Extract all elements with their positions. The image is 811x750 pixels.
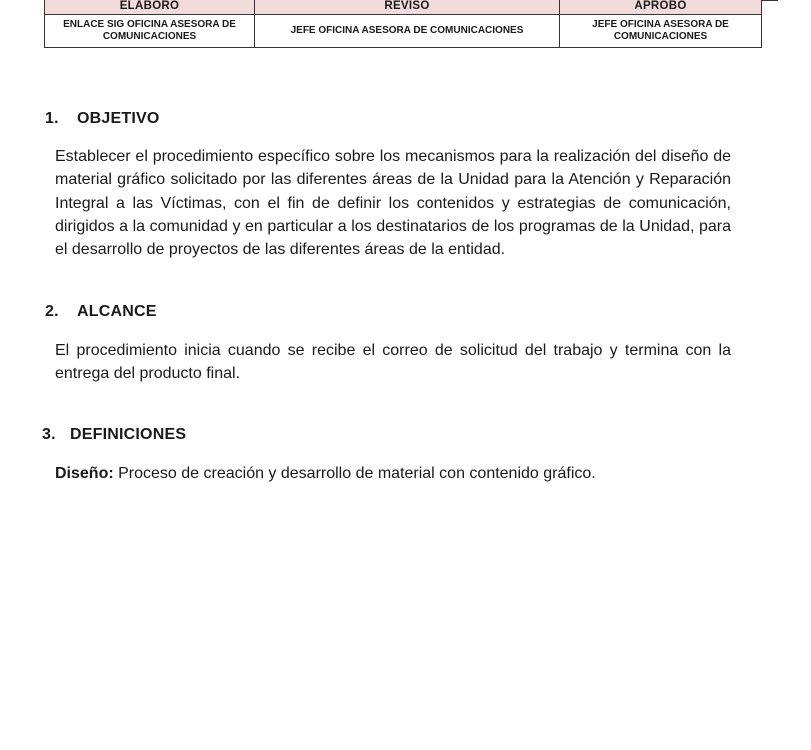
cell-elaboro: ENLACE SIG OFICINA ASESORA DE COMUNICACIONES xyxy=(45,15,255,48)
section-number: 1. xyxy=(45,110,59,127)
section-heading-definiciones xyxy=(42,426,186,444)
header-reviso: REVISÓ xyxy=(255,0,560,15)
section-body-alcance: El procedimiento inicia cuando se recibe el correo de solicitud del trabajo y termina con la entrega del producto final. xyxy=(55,342,731,383)
header-aprobo: APROBÓ xyxy=(560,0,762,15)
section-heading-objetivo xyxy=(45,110,160,128)
approval-table xyxy=(44,0,762,48)
section-heading-alcance xyxy=(45,303,157,321)
section-number: 2. xyxy=(45,303,59,320)
definition-text: Proceso de creación y desarrollo de material con contenido gráfico. xyxy=(118,465,596,482)
definition-term: Diseño: xyxy=(55,465,114,482)
cell-reviso: JEFE OFICINA ASESORA DE COMUNICACIONES xyxy=(255,15,560,48)
approval-value-row xyxy=(45,15,762,48)
section-body-definiciones xyxy=(55,462,731,485)
cell-aprobo: JEFE OFICINA ASESORA DE COMUNICACIONES xyxy=(560,15,762,48)
header-elaboro: ELABORÓ xyxy=(45,0,255,15)
section-title: DEFINICIONES xyxy=(70,426,187,443)
section-title: ALCANCE xyxy=(77,303,157,320)
section-number: 3. xyxy=(42,426,56,443)
table-top-rule xyxy=(761,0,778,1)
section-title: OBJETIVO xyxy=(77,110,160,127)
section-body-objetivo: Establecer el procedimiento específico sobre los mecanismos para la realización del diseño de material gráfico solicitado por las diferentes áreas de la Unidad para la Atención y Reparación Integral a las Víctimas, con el fin de definir los contenidos y estrategias de comunicación, dirigidos a la comunidad y en particular a los destinatarios de los programas de la Unidad, para el desarrollo de proyectos de las diferentes áreas de la entidad. xyxy=(55,148,731,259)
approval-header-row xyxy=(45,0,762,15)
